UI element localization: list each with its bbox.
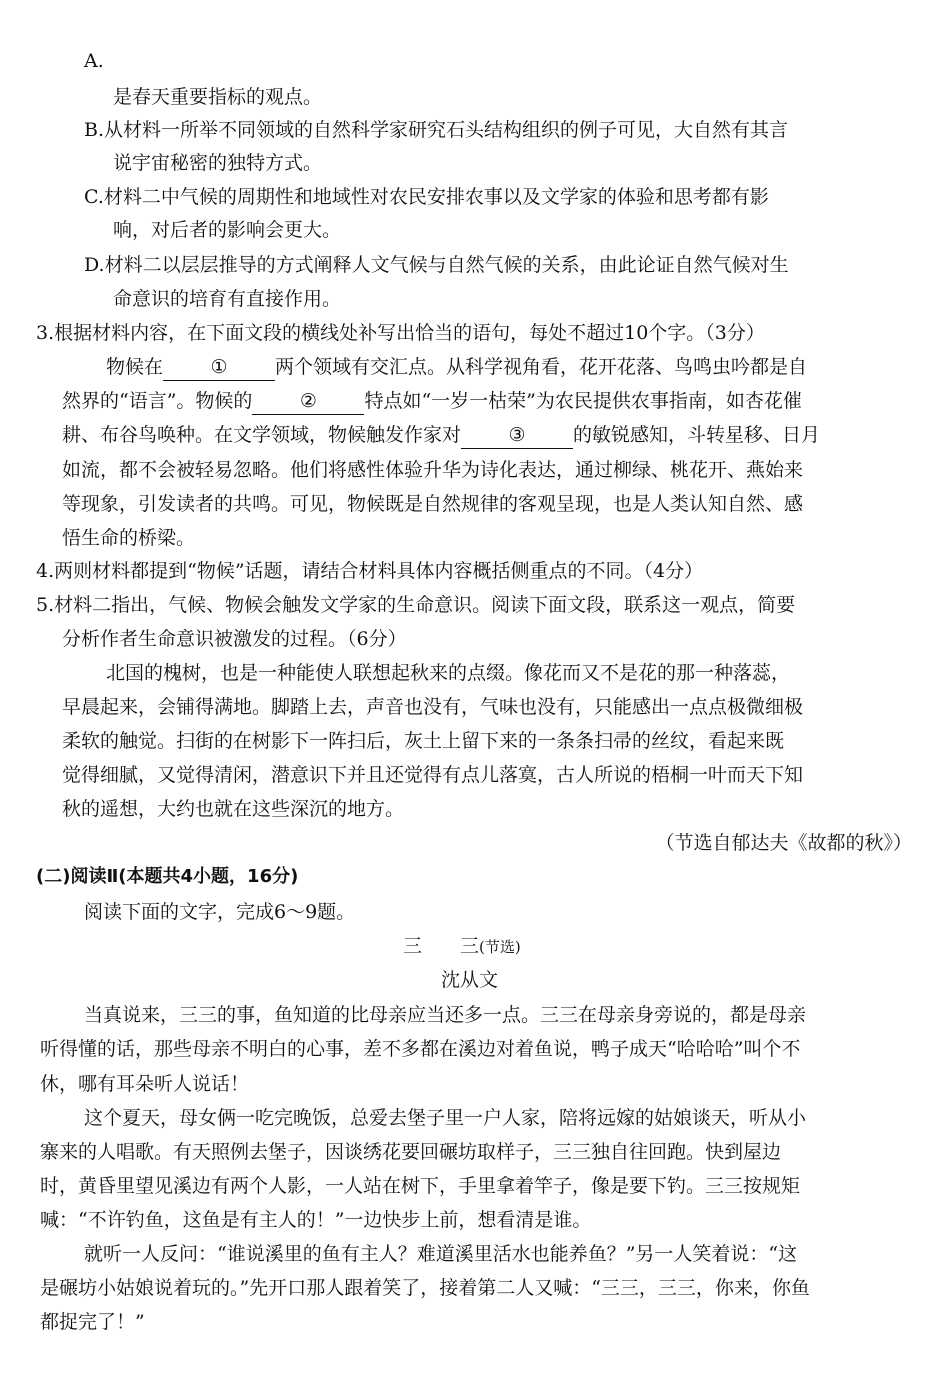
option-a-line2: 是春天重要指标的观点。 [113,86,323,108]
option-c-line1: C.材料二中气候的周期性和地域性对农民安排农事以及文学家的体验和思考都有影 [84,186,769,208]
question-4-stem: 4.两则材料都提到“物候”话题，请结合材料具体内容概括侧重点的不同。（4分） [36,560,704,582]
q3-line5: 等现象，引发读者的共鸣。可见，物候既是自然规律的客观呈现，也是人类认知自然、感 [62,493,804,515]
question-5-stem-line1: 5.材料二指出，气候、物候会触发文学家的生命意识。阅读下面文段，联系这一观点，简要 [36,594,796,616]
excerpt-source: （节选自郁达夫《故都的秋》） [655,832,912,854]
q3-line6: 悟生命的桥梁。 [62,527,196,549]
option-d-line2: 命意识的培育有直接作用。 [113,288,342,310]
option-b-text: B.从材料一所举不同领域的自然科学家研究石头结构组织的例子可见，大自然有其言 [84,119,789,141]
q3-line3-start: 耕、布谷鸟唤种。在文学领域，物候触发作家对 [62,424,462,446]
story-p3-line3: 都捉完了！” [40,1311,145,1333]
story-p1-line3: 休，哪有耳朵听人说话！ [40,1073,250,1095]
story-title [403,937,521,956]
q3-line2 [62,392,802,415]
question-3-stem: 3.根据材料内容，在下面文段的横线处补写出恰当的语句，每处不超过10个字。（3分） [36,322,765,344]
q3-line1-start: 物候在 [106,356,164,378]
story-p1-line1: 当真说来，三三的事，鱼知道的比母亲应当还多一点。三三在母亲身旁说的，都是母亲 [84,1004,807,1026]
excerpt-line5: 秋的遥想，大约也就在这些深沉的地方。 [62,798,405,820]
excerpt-line4: 觉得细腻，又觉得清闲，潜意识下并且还觉得有点儿落寞，古人所说的梧桐一叶而天下知 [62,764,804,786]
excerpt-line2: 早晨起来，会铺得满地。脚踏上去，声音也没有，气味也没有，只能感出一点点极微细极 [62,696,804,718]
section-heading: (二)阅读Ⅱ(本题共4小题，16分) [36,866,299,887]
story-p2-line4: 喊：“不许钓鱼，这鱼是有主人的！”一边快步上前，想看清是谁。 [40,1209,592,1231]
excerpt-line3: 柔软的触觉。扫街的在树影下一阵扫后，灰土上留下来的一条条扫帚的丝纹，看起来既 [62,730,785,752]
q3-line3 [62,426,820,449]
story-p2-line2: 寨来的人唱歌。有天照例去堡子，因谈绣花要回碾坊取样子，三三独自往回跑。快到屋边 [40,1141,782,1163]
q3-line3-end: 的敏锐感知，斗转星移、日月 [573,424,821,446]
option-b-line1 [84,121,912,140]
fill-blank-3[interactable]: ③ [461,426,573,449]
story-author: 沈从文 [441,969,499,991]
q3-line4: 如流，都不会被轻易忽略。他们将感性体验升华为诗化表达，通过柳绿、桃花开、燕始来 [62,459,804,481]
story-title-text: 三 三 [403,935,480,957]
q3-line2-start: 然界的“语言”。物候的 [62,390,253,412]
story-p1-line2: 听得懂的话，那些母亲不明白的心事，差不多都在溪边对着鱼说，鸭子成天“哈哈哈”叫个不 [40,1038,801,1060]
option-b-line2: 说宇宙秘密的独特方式。 [113,152,323,174]
option-a-label: A. [84,50,104,72]
fill-blank-1[interactable]: ① [163,358,275,381]
question-5-stem-line2: 分析作者生命意识被激发的过程。（6分） [62,628,407,650]
option-c-line2: 响，对后者的影响会更大。 [113,219,342,241]
story-p3-line1: 就听一人反问：“谁说溪里的鱼有主人？难道溪里活水也能养鱼？”另一人笑着说：“这 [84,1243,798,1265]
option-d-line1: D.材料二以层层推导的方式阐释人文气候与自然气候的关系，由此论证自然气候对生 [84,254,789,276]
section-instruction: 阅读下面的文字，完成6～9题。 [84,901,356,923]
story-p2-line3: 时，黄昏里望见溪边有两个人影，一人站在树下，手里拿着竿子，像是要下钓。三三按规矩 [40,1175,801,1197]
q3-line1 [106,358,807,381]
excerpt-line1: 北国的槐树，也是一种能使人联想起秋来的点缀。像花而又不是花的那一种落蕊， [106,662,791,684]
story-p3-line2: 是碾坊小姑娘说着玩的。”先开口那人跟着笑了，接着第二人又喊：“三三，三三，你来，你鱼 [40,1277,810,1299]
story-p2-line1: 这个夏天，母女俩一吃完晚饭，总爱去堡子里一户人家，陪将远嫁的姑娘谈天，听从小 [84,1107,807,1129]
story-title-note: (节选) [479,938,521,956]
q3-line2-end: 特点如“一岁一枯荣”为农民提供农事指南，如杏花催 [364,390,802,412]
q3-line1-end: 两个领域有交汇点。从科学视角看，花开花落、鸟鸣虫吟都是自 [275,356,808,378]
fill-blank-2[interactable]: ② [252,392,364,415]
